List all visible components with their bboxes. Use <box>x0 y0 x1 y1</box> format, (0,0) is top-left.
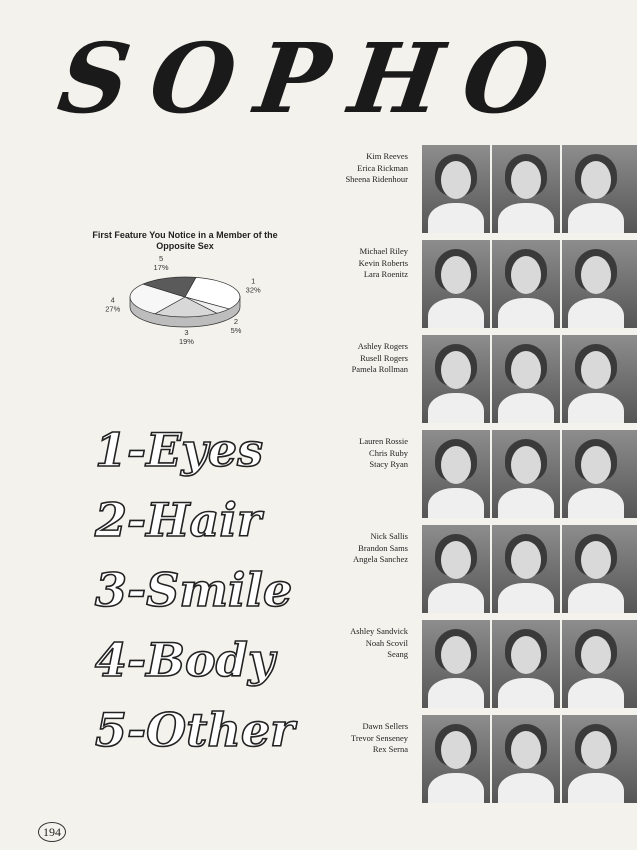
student-photo <box>492 145 560 233</box>
student-name: Dawn Sellers <box>362 721 408 731</box>
student-photo <box>492 430 560 518</box>
student-name: Nick Sallis <box>370 531 408 541</box>
student-photo <box>422 335 490 423</box>
student-photo <box>492 620 560 708</box>
student-photo <box>492 240 560 328</box>
legend-item: 4-Body <box>95 633 275 687</box>
student-photo <box>562 145 637 233</box>
student-name: Erica Rickman <box>357 162 408 173</box>
slice-category-label: 1 <box>251 276 256 286</box>
student-photo <box>562 335 637 423</box>
student-name: Pamela Rollman <box>351 364 408 374</box>
page-number: 194 <box>38 822 66 842</box>
student-name: Kevin Roberts <box>358 257 408 268</box>
student-name: Stacy Ryan <box>369 459 408 469</box>
pie-chart <box>80 230 290 370</box>
slice-value-label: 32% <box>245 285 261 295</box>
student-photo <box>422 525 490 613</box>
section-banner: SOPHO <box>52 22 578 135</box>
student-row <box>300 620 637 712</box>
student-photo <box>422 430 490 518</box>
student-photo <box>562 525 637 613</box>
student-name: Brandon Sams <box>358 542 408 553</box>
slice-value-label: 19% <box>178 336 194 346</box>
student-name: Sheena Ridenhour <box>345 174 408 184</box>
student-photo <box>562 430 637 518</box>
student-name: Noah Scovil <box>365 637 408 648</box>
slice-category-label: 4 <box>110 295 115 305</box>
slice-value-label: 27% <box>105 304 121 314</box>
student-photo <box>422 240 490 328</box>
student-name: Lara Roenitz <box>363 269 408 279</box>
student-name: Angela Sanchez <box>353 554 408 564</box>
student-names <box>268 721 408 756</box>
student-photo <box>422 715 490 803</box>
student-photo <box>562 620 637 708</box>
slice-category-label: 2 <box>233 317 239 327</box>
student-names <box>268 246 408 281</box>
student-name: Kim Reeves <box>366 151 408 161</box>
legend <box>95 415 294 765</box>
student-row <box>300 430 637 522</box>
student-name: Rusell Rogers <box>360 352 408 363</box>
student-name: Lauren Rossie <box>359 436 408 446</box>
legend-item: 2-Hair <box>95 493 262 547</box>
student-photo <box>422 145 490 233</box>
student-name: Trevor Senseney <box>350 732 408 743</box>
student-row <box>300 525 637 617</box>
student-photo <box>562 715 637 803</box>
slice-category-label: 5 <box>158 255 164 264</box>
student-name: Chris Ruby <box>369 447 408 458</box>
student-name: Seang <box>387 649 408 659</box>
chart-title: First Feature You Notice in a Member of the Opposite Sex <box>92 230 278 251</box>
student-names <box>268 151 408 186</box>
student-photo <box>492 715 560 803</box>
legend-item: 5-Other <box>95 703 295 757</box>
student-name: Rex Serna <box>372 744 408 754</box>
legend-item: 3-Smile <box>95 563 293 617</box>
student-photo <box>562 240 637 328</box>
student-row <box>300 240 637 332</box>
student-name: Ashley Sandvick <box>350 626 408 636</box>
slice-category-label: 3 <box>184 327 189 337</box>
student-row <box>300 715 637 807</box>
legend-item: 1-Eyes <box>95 423 264 477</box>
student-row <box>300 145 637 237</box>
student-names <box>268 341 408 376</box>
student-row <box>300 335 637 427</box>
student-photo <box>422 620 490 708</box>
student-names <box>268 626 408 661</box>
student-photo <box>492 525 560 613</box>
student-photo <box>492 335 560 423</box>
slice-value-label: 17% <box>153 263 169 273</box>
slice-value-label: 5% <box>230 326 242 336</box>
student-names <box>268 531 408 566</box>
pie-chart-svg <box>80 255 290 370</box>
student-name: Michael Riley <box>359 246 408 256</box>
student-names <box>268 436 408 471</box>
student-name: Ashley Rogers <box>357 341 408 351</box>
